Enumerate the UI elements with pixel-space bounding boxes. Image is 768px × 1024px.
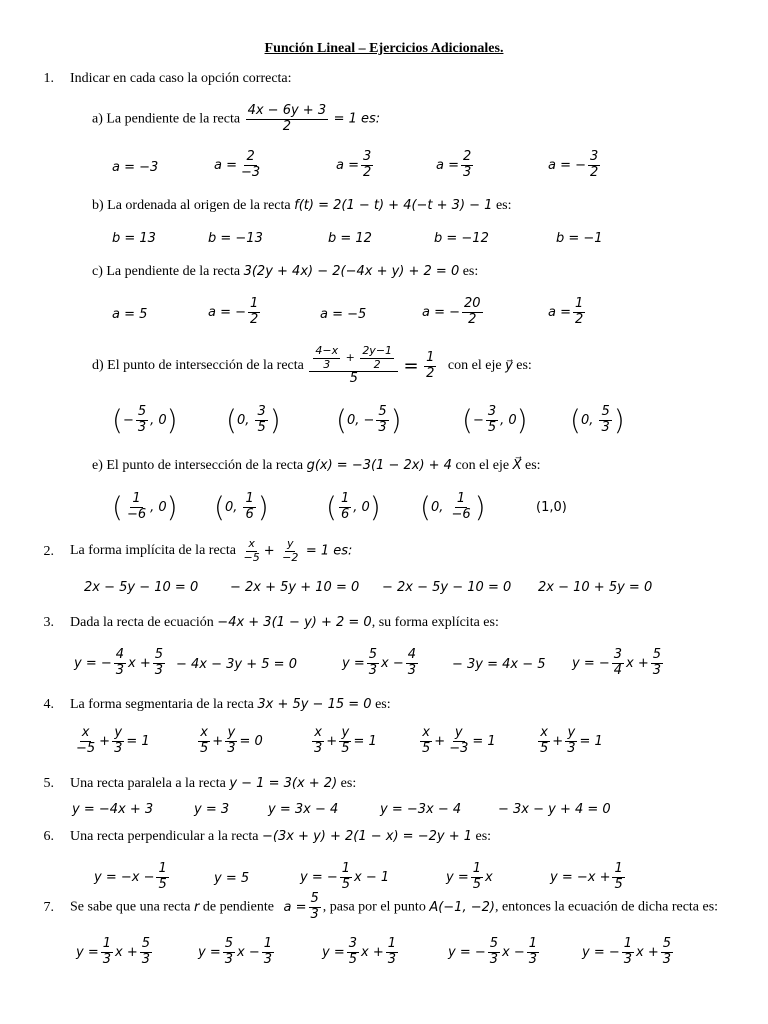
math-text: 4: [115, 647, 125, 662]
question-text: Indicar en cada caso la opción correcta:: [70, 71, 292, 86]
math-text: 5: [601, 404, 610, 419]
option: a = −3: [112, 160, 159, 175]
math-text: x: [540, 725, 548, 740]
math-text: 3: [590, 149, 599, 164]
math-text: −5: [243, 550, 260, 564]
math-text: 1: [575, 296, 584, 311]
math-text: 5: [341, 740, 350, 756]
math-text: a =: [436, 157, 459, 173]
question-number: 5.: [43, 776, 54, 791]
math-text: 3: [314, 740, 323, 756]
math-text: 3: [368, 662, 377, 678]
math-text: 3: [114, 740, 123, 756]
option: b = −12: [434, 231, 489, 246]
math-text: y =: [322, 944, 345, 960]
equation: −(3x + y) + 2(1 − x) = −2y + 1: [262, 829, 472, 844]
math-text: 3: [387, 951, 396, 967]
math-text: 5: [310, 891, 319, 906]
math-text: x − 1: [354, 869, 390, 885]
math-text: = 1 es:: [305, 543, 353, 559]
option: 2x − 5y − 10 = 0: [84, 580, 199, 595]
math-text: 5: [378, 404, 387, 419]
question-number: 4.: [43, 697, 54, 712]
math-text: es:: [462, 264, 479, 279]
question-1d: [92, 345, 532, 387]
math-text: = 1: [353, 733, 377, 749]
math-text: 4: [613, 662, 623, 678]
item-text: a) La pendiente de la recta: [92, 111, 241, 127]
math-text: 5: [614, 876, 623, 892]
math-text: La forma implícita de la recta: [70, 543, 236, 559]
math-text: x: [200, 725, 208, 740]
math-text: −3: [241, 164, 261, 180]
option: [342, 648, 420, 679]
option: [336, 150, 375, 181]
math-text: 5: [158, 876, 167, 892]
math-text: a =: [283, 899, 307, 915]
option: y = 3x − 4: [268, 802, 339, 817]
math-text: 5: [472, 876, 481, 892]
option: [214, 150, 264, 181]
math-text: x −: [502, 944, 525, 960]
math-text: 3: [489, 951, 499, 967]
math-text: Se sabe que una recta: [70, 899, 191, 915]
math-text: 3: [567, 740, 576, 756]
page-title: Función Lineal – Ejercicios Adicionales.: [264, 41, 504, 56]
math-text: 1: [250, 296, 259, 311]
math-text: b) La ordenada al origen de la recta: [92, 198, 291, 213]
math-text: 1: [158, 861, 167, 876]
option: y = 3: [194, 802, 230, 817]
option: [422, 297, 485, 328]
math-text: 3: [407, 662, 416, 678]
math-text: y =: [76, 944, 99, 960]
option: [436, 150, 475, 181]
math-text: 3: [348, 936, 357, 951]
math-text: Una recta paralela a la recta: [70, 776, 226, 791]
math-text: 3: [652, 662, 662, 678]
math-text: 2: [373, 357, 381, 371]
math-text: y: [341, 725, 350, 740]
option: ( $\frac{1}{6}$ , 0): [326, 490, 381, 524]
math-text: y = −: [74, 655, 112, 671]
math-text: = 1: [126, 733, 150, 749]
option: − 3y = 4x − 5: [452, 657, 546, 672]
option: $\frac{x}{5}$ + $\frac{y}{3}$ = 1: [540, 725, 603, 756]
math-text: 1: [387, 936, 396, 951]
math-text: 2: [426, 365, 435, 381]
math-text: La forma segmentaria de la recta: [70, 697, 254, 712]
math-text: , su forma explícita es:: [371, 615, 499, 630]
option: − 2x − 5y − 10 = 0: [382, 580, 512, 595]
option: [198, 937, 276, 968]
math-text: y = −: [582, 944, 620, 960]
math-text: 5: [154, 647, 164, 662]
question-number: 7.: [43, 900, 54, 915]
math-text: , 0: [150, 412, 167, 428]
math-text: 3: [141, 951, 150, 967]
math-text: 1: [340, 491, 350, 506]
math-text: = 1: [579, 733, 603, 749]
math-text: x: [485, 869, 493, 885]
math-text: 0,: [580, 412, 598, 428]
math-text: , 0: [500, 412, 517, 428]
question-number: 2.: [43, 544, 54, 559]
math-text: 2y−1: [362, 344, 393, 357]
question-1a: [92, 104, 380, 135]
option: [300, 862, 389, 893]
math-text: y: [286, 537, 294, 550]
math-text: r: [194, 899, 200, 915]
math-text: d) El punto de intersección de la recta: [92, 358, 304, 374]
math-text: y: [454, 725, 463, 740]
math-text: , 0: [150, 499, 167, 515]
math-text: 5: [540, 740, 549, 756]
math-text: es:: [475, 829, 492, 844]
option: − 4x − 3y + 5 = 0: [176, 657, 297, 672]
math-text: x +: [636, 944, 659, 960]
math-text: y =: [198, 944, 221, 960]
math-text: 5: [257, 419, 266, 435]
math-text: , pasa por el punto: [322, 899, 426, 915]
option: y = 5: [214, 871, 250, 886]
option: a = −5: [320, 307, 367, 322]
math-text: 2: [282, 118, 291, 134]
math-text: 3: [662, 951, 672, 967]
question-1c: [92, 264, 478, 280]
axis-label: X⃗: [512, 458, 522, 473]
math-text: x: [314, 725, 322, 740]
option: [76, 937, 154, 968]
option: [322, 937, 400, 968]
math-text: 3: [224, 951, 233, 967]
option: $\frac{x}{-5}$ + $\frac{y}{3}$ = 1: [76, 725, 150, 756]
option: [548, 150, 602, 181]
option: − 2x + 5y + 10 = 0: [230, 580, 360, 595]
option: − 3x − y + 4 = 0: [498, 802, 611, 817]
math-text: 3: [528, 951, 538, 967]
math-text: 1: [426, 349, 435, 365]
option: $\frac{x}{5}$ + $\frac{y}{3}$ = 0: [200, 725, 263, 756]
question-text: La forma implícita de la recta $\frac{x}{-5}$ + $\frac{y}{-2}$ = 1 es:: [70, 537, 353, 564]
fraction: [246, 104, 329, 135]
math-text: 3: [263, 951, 272, 967]
math-text: y = −x +: [550, 869, 611, 885]
math-text: 2: [575, 311, 584, 327]
math-text: 3: [623, 951, 633, 967]
equation: f(t) = 2(1 − t) + 4(−t + 3) − 1: [294, 198, 493, 213]
math-text: x +: [361, 944, 384, 960]
option: [550, 862, 627, 893]
math-text: 5: [137, 404, 147, 419]
math-text: 0, −: [346, 412, 375, 428]
math-text: y = −x −: [94, 869, 155, 885]
option: ( $\frac{1}{-6}$ , 0): [112, 490, 178, 524]
option: [448, 937, 541, 968]
math-text: 3: [378, 419, 387, 435]
math-text: 3: [463, 164, 472, 180]
math-text: −5: [76, 740, 96, 756]
axis-label: y⃗: [505, 358, 513, 374]
option: [74, 648, 167, 679]
math-text: de pendiente: [202, 899, 274, 915]
math-text: 3: [601, 419, 610, 435]
option: b = 13: [112, 231, 156, 246]
equation: = 1 es:: [333, 111, 381, 127]
math-text: 5: [200, 740, 209, 756]
math-text: x +: [626, 655, 649, 671]
question-1e: [92, 458, 541, 474]
option: [446, 862, 493, 893]
option: [208, 297, 262, 328]
math-text: a = −: [208, 304, 247, 320]
math-text: 2: [246, 149, 255, 164]
math-text: 1: [456, 491, 466, 506]
math-text: 1: [614, 861, 623, 876]
math-text: es:: [525, 458, 541, 473]
math-text: con el eje: [455, 458, 510, 473]
math-text: 2: [250, 311, 259, 327]
math-text: x −: [237, 944, 260, 960]
math-text: 1: [623, 936, 633, 951]
option: (− $\frac{5}{3}$ , 0): [112, 403, 178, 437]
math-text: −: [122, 412, 134, 428]
math-text: c) La pendiente de la recta: [92, 264, 241, 279]
math-text: es:: [340, 776, 357, 791]
question-text: [70, 829, 491, 845]
math-text: 6: [340, 506, 350, 522]
math-text: 5: [652, 647, 662, 662]
math-text: 2: [590, 164, 599, 180]
math-text: y: [567, 725, 576, 740]
math-text: y =: [342, 655, 365, 671]
math-text: 3: [257, 404, 266, 419]
equation: g(x) = −3(1 − 2x) + 4: [306, 458, 452, 473]
math-text: 2: [463, 149, 472, 164]
option: (− $\frac{3}{5}$ , 0): [462, 403, 528, 437]
option: [94, 862, 171, 893]
option: [582, 937, 675, 968]
math-text: x −: [381, 655, 404, 671]
math-text: A(−1, −2): [429, 899, 495, 915]
math-text: 5: [348, 951, 357, 967]
math-text: 3: [102, 951, 111, 967]
math-text: 1: [132, 491, 141, 506]
math-text: x: [422, 725, 430, 740]
math-text: −3: [449, 740, 469, 756]
option: [572, 648, 665, 679]
question-text: [70, 776, 356, 792]
math-text: Una recta perpendicular a la recta: [70, 829, 259, 844]
math-text: 0,: [224, 499, 242, 515]
math-text: 5: [422, 740, 431, 756]
option: $\frac{x}{3}$ + $\frac{y}{5}$ = 1: [314, 725, 377, 756]
equation: 3x + 5y − 15 = 0: [257, 697, 372, 712]
option: (0, $\frac{1}{-6}$ ): [420, 490, 486, 524]
math-text: 0,: [236, 412, 254, 428]
math-text: −6: [451, 506, 471, 522]
option: b = −13: [208, 231, 263, 246]
math-text: , entonces la ecuación de dicha recta es:: [494, 899, 719, 915]
option: 2x − 10 + 5y = 0: [538, 580, 653, 595]
math-text: 1: [102, 936, 111, 951]
equation: 3(2y + 4x) − 2(−4x + y) + 2 = 0: [243, 264, 460, 279]
math-text: Dada la recta de ecuación: [70, 615, 214, 630]
math-text: 5: [662, 936, 672, 951]
math-text: 1: [341, 861, 351, 876]
math-text: x: [81, 725, 90, 740]
question-1b: [92, 198, 512, 214]
math-text: y = −: [300, 869, 338, 885]
math-text: y =: [446, 869, 469, 885]
math-text: −2: [282, 550, 299, 564]
math-text: 3: [363, 149, 372, 164]
compound-fraction: $\frac{4-x}{3}$ + $\frac{2y-1}{2}$ 5: [309, 345, 398, 387]
math-text: 3: [613, 647, 623, 662]
option: (0, − $\frac{5}{3}$ ): [336, 403, 402, 437]
math-text: 5: [141, 936, 150, 951]
math-text: 2: [468, 311, 477, 327]
math-text: 5: [224, 936, 233, 951]
math-text: 1: [472, 861, 481, 876]
math-text: 4: [407, 647, 416, 662]
math-text: 5: [487, 419, 497, 435]
math-text: −: [472, 412, 484, 428]
math-text: 3: [310, 906, 319, 922]
math-text: 5: [489, 936, 499, 951]
option: [548, 297, 587, 328]
math-text: 3: [115, 662, 125, 678]
question-number: 6.: [43, 829, 54, 844]
option: a = 5: [112, 307, 148, 322]
math-text: = 0: [239, 733, 263, 749]
math-text: y = −: [448, 944, 486, 960]
option: b = 12: [328, 231, 372, 246]
math-text: es:: [495, 198, 512, 213]
math-text: con el eje: [447, 358, 502, 374]
math-text: es:: [375, 697, 391, 712]
math-text: y: [227, 725, 236, 740]
math-text: a =: [336, 157, 359, 173]
math-text: 20: [464, 296, 481, 311]
math-text: 5: [341, 876, 351, 892]
math-text: 1: [245, 491, 254, 506]
math-text: = 1: [472, 733, 496, 749]
option: y = −3x − 4: [380, 802, 462, 817]
math-text: =: [403, 355, 419, 377]
math-text: 2: [363, 164, 372, 180]
math-text: e) El punto de intersección de la recta: [92, 458, 304, 473]
option: $\frac{x}{5}$ + $\frac{y}{-3}$ = 1: [422, 725, 496, 756]
math-text: 3: [154, 662, 164, 678]
math-text: 3: [137, 419, 147, 435]
math-text: 5: [368, 647, 377, 662]
equation: −4x + 3(1 − y) + 2 = 0: [217, 615, 372, 630]
math-text: x +: [128, 655, 151, 671]
option: y = −4x + 3: [72, 802, 154, 817]
option: (0, $\frac{3}{5}$ ): [226, 403, 281, 437]
math-text: 0,: [430, 499, 448, 515]
math-text: x: [248, 537, 255, 550]
math-text: , 0: [353, 499, 370, 515]
option: (0, $\frac{1}{6}$ ): [214, 490, 269, 524]
math-text: y: [114, 725, 123, 740]
math-text: 4−x: [315, 344, 339, 357]
option: (1,0): [536, 500, 567, 515]
math-text: 1: [528, 936, 538, 951]
math-text: 5: [349, 371, 358, 387]
question-text: [70, 697, 391, 713]
math-text: es:: [516, 358, 532, 374]
math-text: y = −: [572, 655, 610, 671]
option: (0, $\frac{5}{3}$ ): [570, 403, 625, 437]
question-number: 1.: [43, 71, 54, 86]
math-text: 4x − 6y + 3: [247, 103, 327, 118]
math-text: −6: [126, 506, 147, 522]
option: b = −1: [556, 231, 603, 246]
math-text: 3: [227, 740, 236, 756]
math-text: 3: [487, 404, 497, 419]
math-text: 1: [263, 936, 272, 951]
question-number: 3.: [43, 615, 54, 630]
math-text: x +: [115, 944, 138, 960]
math-text: 6: [245, 506, 254, 522]
math-text: 3: [323, 357, 331, 371]
math-text: a =: [548, 304, 571, 320]
math-text: a =: [214, 157, 237, 173]
question-text: [70, 892, 718, 923]
math-text: a = −: [548, 157, 587, 173]
question-text: [70, 615, 499, 631]
math-text: a = −: [422, 304, 461, 320]
equation: y − 1 = 3(x + 2): [229, 776, 338, 791]
